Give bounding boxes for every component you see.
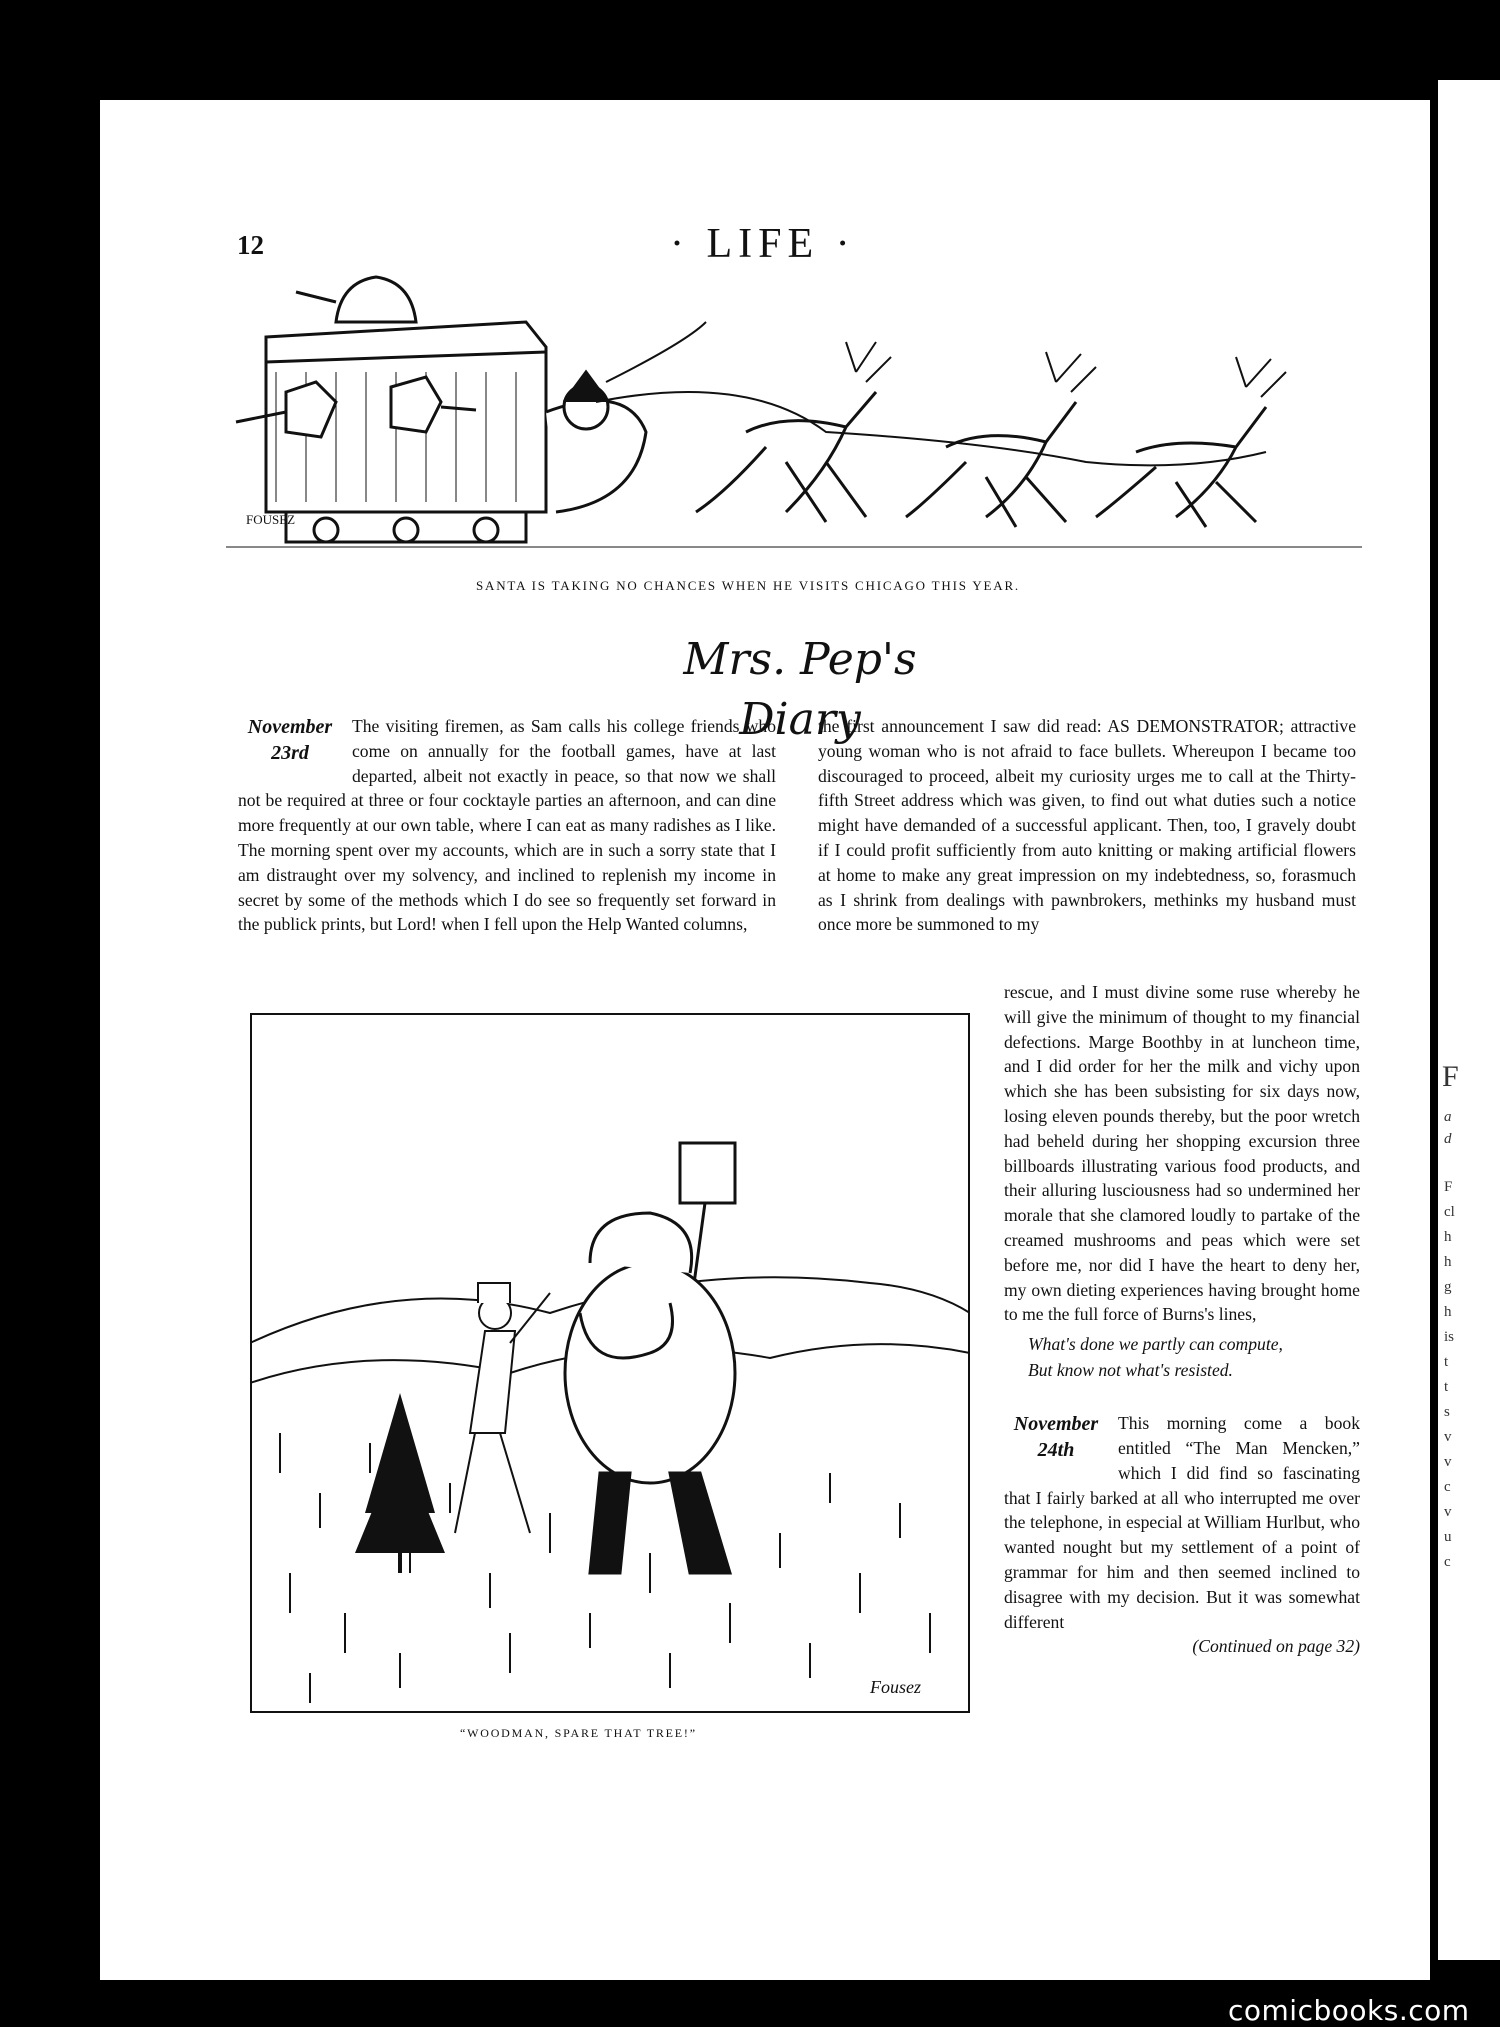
page-number: 12: [237, 230, 264, 260]
top-cartoon-caption: SANTA IS TAKING NO CHANCES WHEN HE VISITS CHICAGO THIS YEAR.: [476, 578, 1020, 593]
fragment-text: a: [1444, 1109, 1452, 1125]
article-title: Mrs. Pep's Diary: [683, 634, 917, 745]
date-day: 24th: [1037, 1439, 1075, 1462]
fragment-text: t: [1444, 1379, 1449, 1395]
fragment-text: F: [1444, 1179, 1453, 1195]
article-column-right: [818, 714, 1356, 937]
entry-date-november-24: [1004, 1411, 1108, 1463]
poem-line: What's done we partly can compute,: [1028, 1334, 1283, 1355]
woodman-spare-that-tree-cartoon: [250, 1013, 970, 1713]
fragment-text: c: [1444, 1479, 1451, 1495]
date-month: November: [247, 716, 333, 738]
top-cartoon-signature: FOUSEZ: [246, 512, 296, 527]
adjacent-page-edge: [1438, 80, 1500, 1960]
article-column-narrow: [1004, 980, 1360, 1659]
bottom-cartoon-signature: Fousez: [870, 1677, 921, 1697]
entry-text: This morning come a book entitled “The Man Mencken,” which I did find so fascinating that I fairly barked at all who interrupted me over the telephone, in especial at William Hurlbut, who wanted nought but my settlement of a point of grammar for him and then seemed inclined to disagree with my decision. But it was somewhat different: [1004, 1413, 1360, 1632]
entry-date-november-23: [238, 714, 342, 766]
entry-text-narrow: rescue, and I must divine some ruse whereby he will give the minimum of thought to my financial defections. Marge Boothby in at luncheon time, and I did order for her the milk and vichy upon which she has been subsisting for six days now, losing eleven pounds thereby, but the poor wretch had beheld during her shopping excursion three billboards illustrating various food products, and their alluring lusciousness had so undermined her morale that she clamored loudly to partake of the creamed mushrooms and peas which were set before me, nor did I have the heart to deny her, my own dieting experiences having brought home to me the full force of Burns's lines,: [1004, 982, 1360, 1325]
fragment-text: s: [1444, 1404, 1450, 1420]
date-day: 23rd: [271, 742, 309, 764]
fragment-text: h: [1444, 1304, 1452, 1320]
fragment-text: t: [1444, 1354, 1449, 1370]
fragment-text: v: [1444, 1504, 1452, 1520]
fragment-text: g: [1444, 1279, 1452, 1295]
fragment-text: u: [1444, 1529, 1452, 1545]
fragment-text: cl: [1444, 1204, 1455, 1220]
fragment-text: is: [1444, 1329, 1455, 1345]
fragment-text: v: [1444, 1429, 1452, 1445]
article-column-left: [238, 714, 776, 937]
fragment-text: c: [1444, 1554, 1451, 1570]
fragment-text: h: [1444, 1254, 1452, 1270]
entry-text-continuation: the first announcement I saw did read: AS DEMONSTRATOR; attractive young woman who is not afraid to face bullets. Whereupon I became too discouraged to proceed, albeit my curiosity urges me to call at the Thirty-fifth Street address which was given, to find out what duties such a notice might have demanded of a successful applicant. Then, too, I gravely doubt if I could profit sufficiently from auto knitting or making artificial flowers at home to make any great impression on my indebtedness, so, forasmuch as I shrink from dealings with pawnbrokers, methinks my husband must once more be summoned to my: [818, 716, 1356, 935]
fragment-text: v: [1444, 1454, 1452, 1470]
poem-line: But know not what's resisted.: [1028, 1360, 1233, 1381]
continued-note: (Continued on page 32): [1192, 1636, 1360, 1657]
bottom-cartoon-caption: “WOODMAN, SPARE THAT TREE!”: [460, 1726, 697, 1740]
site-watermark: comicbooks.com: [1228, 1994, 1470, 2027]
burns-poem: [1028, 1331, 1360, 1383]
masthead: · LIFE ·: [670, 221, 856, 267]
fragment-text: F: [1442, 1060, 1459, 1093]
fragment-text: h: [1444, 1229, 1452, 1245]
fragment-text: d: [1444, 1131, 1452, 1147]
santa-armored-sleigh-illustration: [226, 262, 1362, 562]
date-month: November: [1013, 1413, 1099, 1436]
entry-text: The visiting firemen, as Sam calls his college friends who come on annually for the football games, have at last departed, albeit not exactly in peace, so that now we shall not be required at three or four cocktayle parties an afternoon, and can dine more frequently at our own table, where I can eat as many radishes as I like. The morning spent over my accounts, which are in such a sorry state that I am distraught over my solvency, and inclined to replenish my income in secret by some of the methods which I do see so frequently set forward in the publick prints, but Lord! when I fell upon the Help Wanted columns,: [238, 716, 776, 935]
